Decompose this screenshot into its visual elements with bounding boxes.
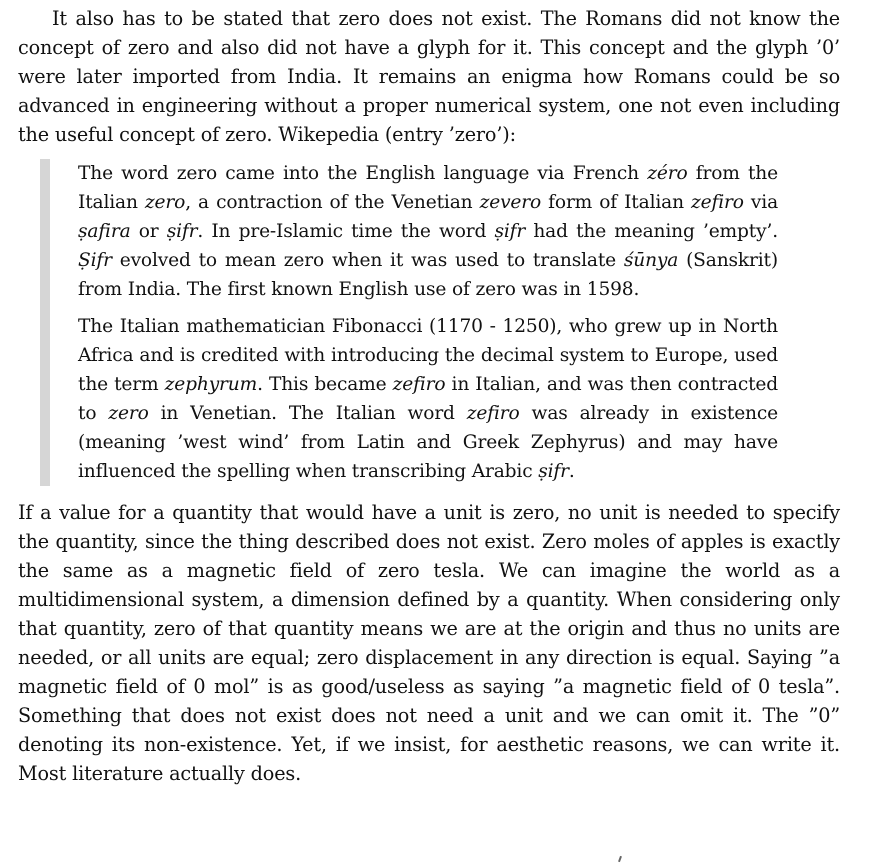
italic-term: zero: [144, 192, 186, 213]
italic-term: ṣafira: [78, 221, 131, 242]
italic-term: zero: [108, 403, 149, 424]
italic-term: śūnya: [623, 250, 679, 271]
wikipedia-quote-block: [40, 159, 778, 486]
italic-term: zefiro: [691, 192, 744, 213]
italic-term: zefiro: [466, 403, 520, 424]
italic-term: Ṣifr: [78, 250, 112, 271]
page-edge-mark: [618, 856, 622, 862]
quote-paragraph-fibonacci: The Italian mathematician Fibonacci (1170 - 1250), who grew up in North Africa and is credited with introducing the decimal system to Europe, used the term zephyrum. This became zefiro in Italian, and was then contracted to zero in Venetian. The Italian word zefiro was already in existence (meaning ’west wind’ from Latin and Greek Zephyrus) and may have influenced the spelling when transcribing Arabic ṣifr.: [78, 316, 779, 482]
units-paragraph: If a value for a quantity that would have a unit is zero, no unit is needed to specify the quantity, since the thing described does not exist. Zero moles of apples is exactly the same as a magnetic field of zero tesla. We can imagine the world as a multidimensional system, a dimension defined by a quantity. When considering only that quantity, zero of that quantity means we are at the origin and thus no units are needed, or all units are equal; zero displacement in any direction is equal. Saying ”a magnetic field of 0 mol” is as good/useless as saying ”a magnetic field of 0 tesla”. Something that does not exist does not need a unit and we can omit it. The ”0” denoting its non-existence. Yet, if we insist, for aesthetic reasons, we can write it. Most literature actually does.: [18, 501, 840, 785]
intro-paragraph: It also has to be stated that zero does not exist. The Romans did not know the concept of zero and also did not have a glyph for it. This concept and the glyph ’0’ were later imported from India. It remains an enigma how Romans could be so advanced in engineering without a proper numerical system, one not even including the useful concept of zero. Wikepedia (entry ’zero’):: [18, 7, 840, 146]
italic-term: zefiro: [392, 374, 446, 395]
italic-term: ṣifr: [494, 221, 526, 242]
italic-term: ṣifr: [166, 221, 198, 242]
quote-bar: [40, 159, 50, 486]
italic-term: zevero: [479, 192, 542, 213]
italic-term: zéro: [647, 163, 688, 184]
quote-paragraph-etymology: The word zero came into the English language via French zéro from the Italian zero, a contraction of the Venetian zevero form of Italian zefiro via ṣafira or ṣifr. In pre-Islamic time the word ṣifr had the meaning ’empty’. Ṣifr evolved to mean zero when it was used to translate śūnya (Sanskrit) from India. The first known English use of zero was in 1598.: [78, 163, 779, 300]
italic-term: zephyrum: [164, 374, 258, 395]
italic-term: ṣifr: [538, 461, 569, 482]
